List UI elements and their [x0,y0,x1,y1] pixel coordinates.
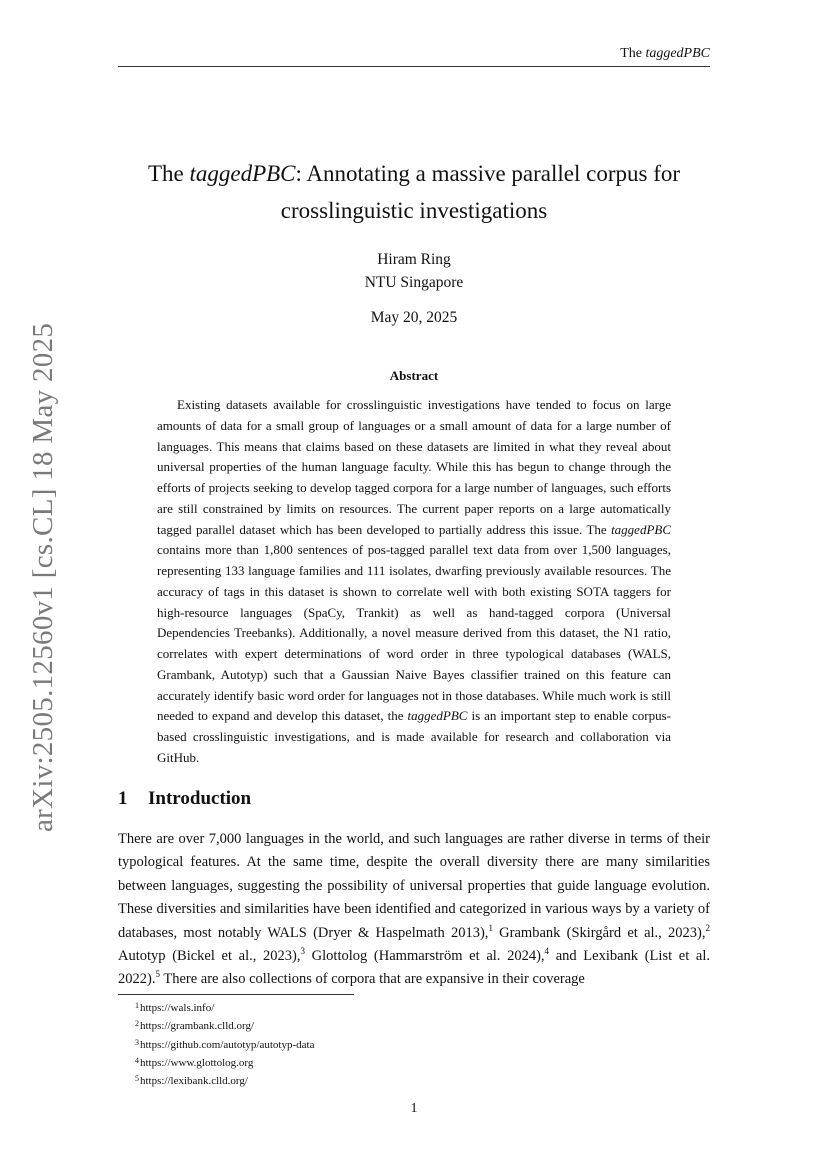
intro-text-5: and Lexibank (List et al. 2022). [118,948,710,988]
footnote-item [135,1053,314,1071]
running-head-prefix: The [620,46,646,61]
publication-date: May 20, 2025 [370,309,458,326]
introduction-paragraph [118,828,710,992]
page-number: 1 [410,1101,418,1116]
footnote-link[interactable]: https://www.glottolog.org [140,1056,254,1069]
title-line2: crosslinguistic investigations [280,198,548,223]
running-head [620,46,710,62]
intro-text-3: Autotyp (Bickel et al., 2023), [118,948,301,965]
intro-text-2: Grambank (Skirgård et al., 2023), [492,924,706,941]
paper-title [118,155,710,229]
footnotes [135,998,314,1089]
footnote-item [135,1071,314,1089]
footnote-marker[interactable]: 4 [544,946,550,957]
section-number: 1 [118,788,128,809]
footnote-link[interactable]: https://github.com/autotyp/autotyp-data [140,1038,315,1051]
abstract-text-1: Existing datasets available for crosslinguistic investigations have tended to focus on large amounts of data for a small group of languages or a small amount of data for a large number of languages. This means that claims based on these datasets are limited in what they reveal about universal properties of the human language faculty. While this has begun to change through the efforts of projects seeking to develop tagged corpora for a large number of languages, such efforts are still constrained by limits on resources. The current paper reports on a large automatically tagged parallel dataset which has been developed to partially address this issue. The [157,397,671,537]
footnote-number: 5 [135,1074,139,1084]
footnote-item [135,998,314,1016]
abstract-italic-1: taggedPBC [611,521,671,537]
intro-text-4: Glottolog (Hammarström et al. 2024), [305,948,545,965]
header-rule [118,66,710,67]
footnote-item [135,1035,314,1053]
footnote-marker[interactable]: 3 [300,946,306,957]
title-line1-rest: : Annotating a massive parallel corpus for [295,161,681,186]
running-head-italic: taggedPBC [645,46,710,61]
abstract-text-2: contains more than 1,800 sentences of pos-tagged parallel text data from over 1,500 languages, representing 133 language families and 111 isolates, dwarfing previously available resources. The accuracy of tags in this dataset is shown to correlate well with both existing SOTA taggers for high-resource languages (SpaCy, Trankit) as well as hand-tagged corpora (Universal Dependencies Treebanks). Additionally, a novel measure derived from this dataset, the N1 ratio, correlates with expert determinations of word order in three typological databases (WALS, Grambank, Autotyp) such that a Gaussian Naive Bayes classifier trained on this feature can accurately identify basic word order for languages not in those databases. While much work is still needed to expand and develop this dataset, the [157,542,671,724]
intro-text-6: There are also collections of corpora that are expansive in their coverage [159,971,585,988]
footnote-item [135,1016,314,1034]
arxiv-identifier-stamp: arXiv:2505.12560v1 [cs.CL] 18 May 2025 [27,322,59,832]
footnote-link[interactable]: https://grambank.clld.org/ [140,1020,255,1033]
title-prefix: The [147,161,190,186]
abstract-body [157,395,671,769]
footnote-number: 2 [135,1019,139,1029]
abstract-italic-2: taggedPBC [407,708,468,724]
author-name: Hiram Ring [377,251,451,268]
abstract-heading: Abstract [389,368,439,383]
footnote-link[interactable]: https://wals.info/ [140,1002,215,1014]
footnote-number: 3 [135,1037,139,1047]
footnote-number: 4 [135,1055,139,1065]
footnote-marker[interactable]: 2 [705,922,710,933]
abstract-text-3: is an important step to enable corpus-based crosslinguistic investigations, and is made available for research and collaboration via GitHub. [157,708,671,765]
title-italic: taggedPBC [189,161,296,186]
author-block [118,248,710,294]
intro-text-1: There are over 7,000 languages in the world, and such languages are rather diverse in terms of their typological features. At the same time, despite the overall diversity there are many similarities between languages, suggesting the possibility of universal properties that guide language evolution. These diversities and similarities have been identified and categorized in various ways by a variety of databases, most notably WALS (Dryer & Haspelmath 2013), [118,831,710,941]
author-affiliation: NTU Singapore [364,274,464,291]
footnote-marker[interactable]: 1 [488,922,493,933]
section-title: Introduction [148,788,252,809]
footnote-number: 1 [135,1001,139,1010]
footnote-marker[interactable]: 5 [155,969,160,980]
footnote-rule [118,994,354,995]
section-heading [118,788,251,810]
footnote-link[interactable]: https://lexibank.clld.org/ [140,1075,248,1088]
